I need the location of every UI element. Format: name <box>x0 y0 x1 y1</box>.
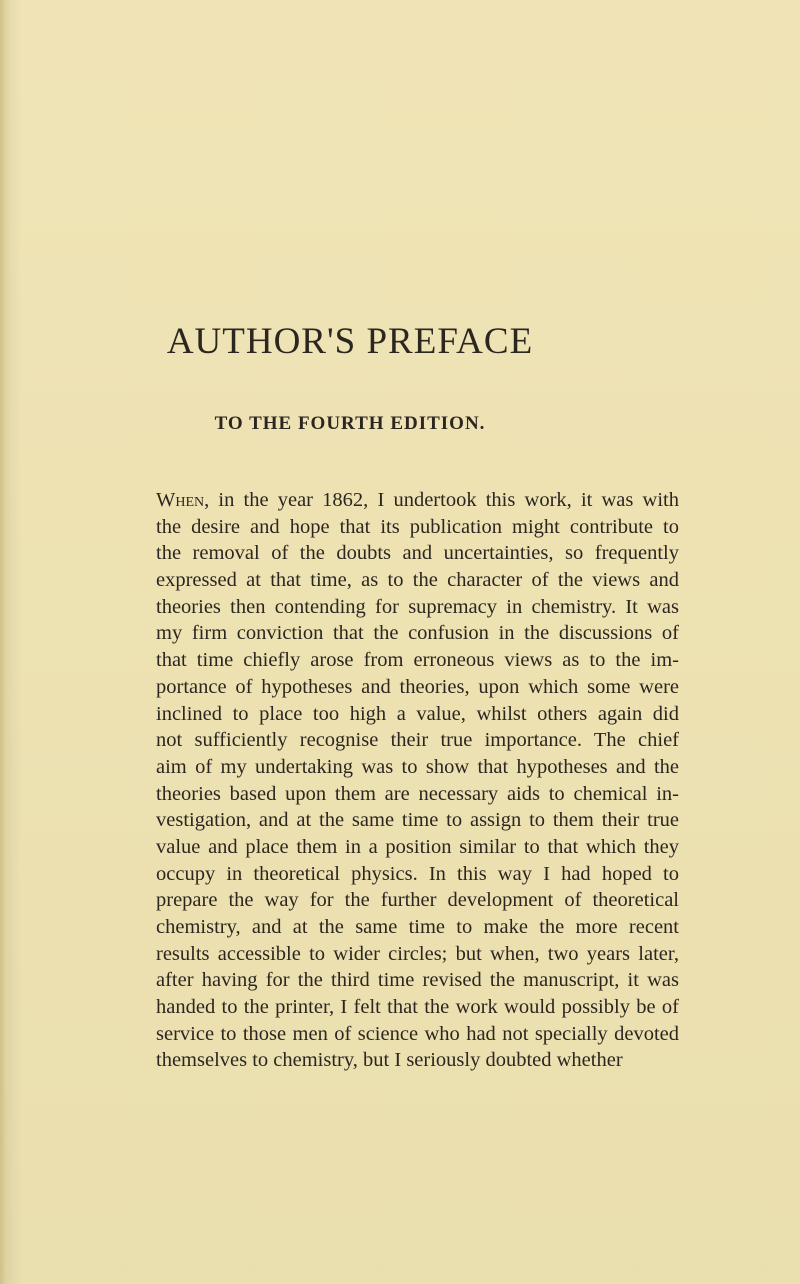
body-line: results accessible to wider circles; but when, two years later, <box>156 942 679 965</box>
body-line: theories then contending for supremacy in chemistry. It was <box>156 595 679 618</box>
body-line-text: in the year 1862, I undertook this work, it was with <box>209 489 679 511</box>
body-line: not sufficiently recognise their true importance. The chief <box>156 729 679 752</box>
body-line: prepare the way for the further development of theoretical <box>156 889 679 912</box>
body-line: themselves to chemistry, but I seriously doubted whether <box>156 1049 623 1072</box>
body-line: the removal of the doubts and uncertainties, so frequently <box>156 542 679 565</box>
body-line: aim of my undertaking was to show that hypotheses and the <box>156 755 679 778</box>
body-line: vestigation, and at the same time to assign to them their true <box>156 809 679 832</box>
body-line: handed to the printer, I felt that the work would possibly be of <box>156 996 679 1019</box>
opening-word: When, <box>156 489 210 511</box>
preface-subtitle: TO THE FOURTH EDITION. <box>214 413 486 434</box>
body-line: occupy in theoretical physics. In this way I had hoped to <box>156 862 679 885</box>
body-line: chemistry, and at the same time to make the more recent <box>156 916 679 938</box>
body-line: that time chiefly arose from erroneous views as to the im- <box>156 649 679 672</box>
body-line: my firm conviction that the confusion in the discussions of <box>156 622 679 645</box>
body-line <box>156 487 679 514</box>
preface-title: AUTHOR'S PREFACE <box>166 321 534 362</box>
body-line: inclined to place too high a value, whilst others again did <box>156 702 679 725</box>
body-line: theories based upon them are necessary aids to chemical in- <box>156 782 679 805</box>
body-line: the desire and hope that its publication might contribute to <box>156 515 679 538</box>
body-line: expressed at that time, as to the character of the views and <box>156 569 679 592</box>
preface-body <box>156 487 679 1074</box>
body-line: after having for the third time revised the manuscript, it was <box>156 969 679 992</box>
body-line: service to those men of science who had not specially devoted <box>156 1022 679 1045</box>
page-left-edge-shadow <box>0 0 10 1284</box>
body-line: value and place them in a position similar to that which they <box>156 835 679 858</box>
body-line: portance of hypotheses and theories, upon which some were <box>156 675 679 698</box>
